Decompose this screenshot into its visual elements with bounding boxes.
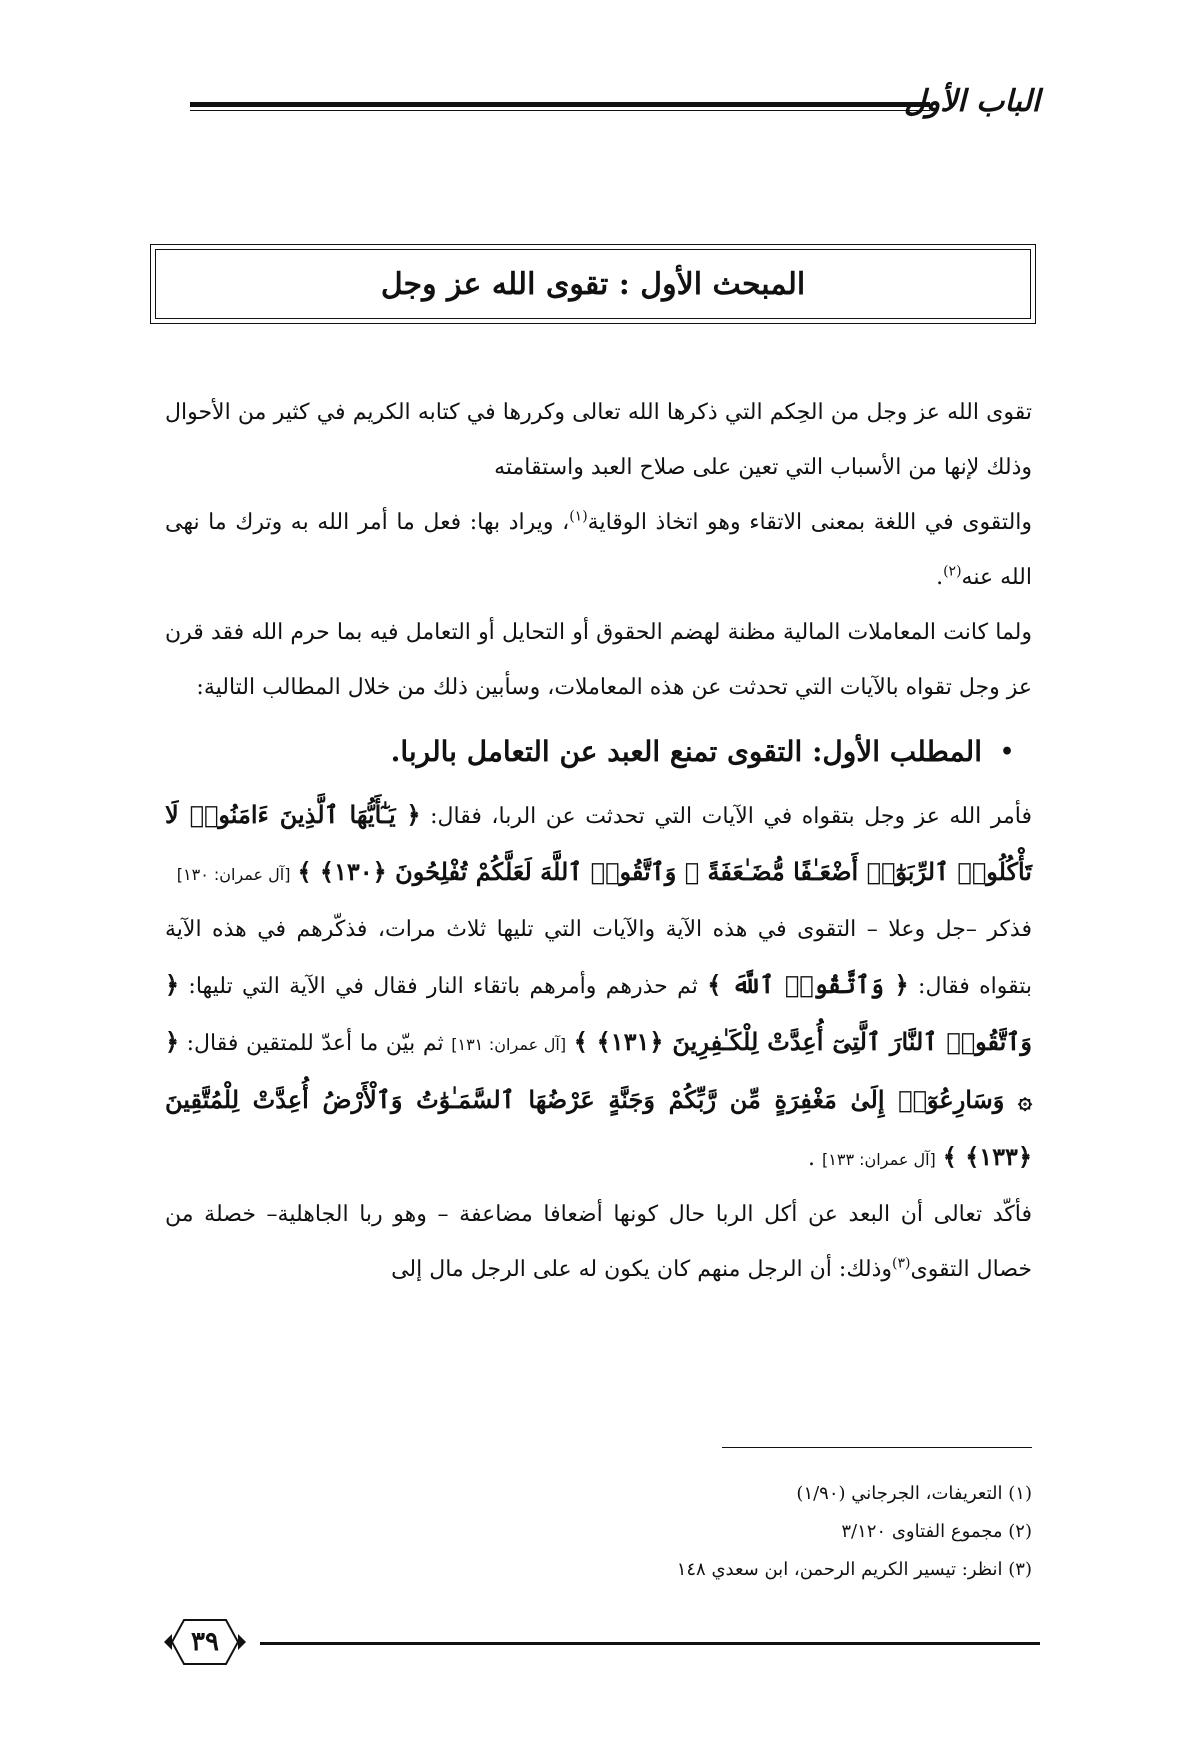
header-rule-thick bbox=[190, 102, 930, 107]
definition-text-b: ، ويراد بها: فعل ما أمر الله به وترك ما نهى الله عنه bbox=[165, 510, 1032, 590]
footnote-text: مجموع الفتاوى ٣/١٢٠ bbox=[841, 1521, 1003, 1542]
chapter-title: الباب الأول bbox=[903, 84, 1040, 119]
page-number-badge bbox=[160, 1612, 250, 1672]
definition-text-a: والتقوى في اللغة بمعنى الاتقاء وهو اتخاذ الوقاية bbox=[587, 510, 1033, 535]
verse-ref-133: [آل عمران: ١٣٣] bbox=[822, 1150, 936, 1169]
paragraph-transactions: ولما كانت المعاملات المالية مظنة لهضم الحقوق أو التحايل أو التعامل فيه بما حرم الله فقد قرن عز وجل تقواه بالآيات التي تحدثت عن هذه المعاملات، وسأبين ذلك من خلال المطالب التالية: bbox=[165, 620, 1032, 700]
footnote-number: (٢) bbox=[1008, 1521, 1032, 1542]
definition-text-c: . bbox=[936, 565, 944, 590]
quran-verse-131: ﴿ وَٱتَّقُوا۟ ٱلنَّارَ ٱلَّتِىٓ أُعِدَّتْ لِلْكَـٰفِرِينَ ﴿١٣١﴾ ﴾ bbox=[165, 970, 1033, 1056]
subsection-heading bbox=[165, 721, 1032, 783]
verse-ref-131: [آل عمران: ١٣١] bbox=[451, 1035, 567, 1054]
subsection-heading-text: المطلب الأول: التقوى تمنع العبد عن التعامل بالربا. bbox=[390, 735, 982, 768]
footnote-ref-3[interactable]: (٣) bbox=[892, 1255, 911, 1272]
footnote-text: انظر: تيسير الكريم الرحمن، ابن سعدي ١٤٨ bbox=[676, 1559, 1003, 1580]
bullet-icon: • bbox=[999, 739, 1014, 765]
footnote-number: (١) bbox=[1008, 1483, 1032, 1504]
footnote-ref-1[interactable]: (١) bbox=[569, 508, 588, 525]
footer-rule bbox=[260, 1642, 1040, 1645]
footnote-separator bbox=[722, 1447, 1032, 1448]
verse-end-mark: . bbox=[808, 1146, 816, 1171]
footnotes bbox=[332, 1475, 1032, 1589]
running-header bbox=[190, 82, 1040, 122]
footnote-2 bbox=[332, 1513, 1032, 1551]
page-number: ٣٩ bbox=[191, 1627, 219, 1657]
section-title-box bbox=[150, 244, 1036, 324]
conclusion-text-b: وذلك: أن الرجل منهم كان يكون له على الرجل مال إلى bbox=[391, 1257, 892, 1282]
verse-ref-130: [آل عمران: ١٣٠] bbox=[176, 865, 291, 884]
section-title: المبحث الأول : تقوى الله عز وجل bbox=[155, 249, 1031, 319]
paragraph-definition bbox=[165, 495, 1032, 605]
verse-intro: فأمر الله عز وجل بتقواه في الآيات التي تحدثت عن الربا، فقال: bbox=[430, 804, 1032, 829]
paragraph-intro: تقوى الله عز وجل من الحِكم التي ذكرها الله تعالى وكررها في كتابه الكريم في كثير من الأحوال وذلك لإنها من الأسباب التي تعين على صلاح العبد واستقامته bbox=[165, 400, 1032, 480]
header-rule-thin bbox=[190, 110, 930, 111]
explain-text-b: ثم حذرهم وأمرهم باتقاء النار فقال في الآية التي تليها: bbox=[188, 974, 698, 999]
paragraph-conclusion bbox=[165, 1187, 1032, 1297]
footnote-ref-2[interactable]: (٢) bbox=[943, 563, 962, 580]
explain-text-c: ثم بيّن ما أعدّ للمتقين فقال: bbox=[186, 1031, 444, 1056]
quran-verse-130: ﴿ يَـٰٓأَيُّهَا ٱلَّذِينَ ءَامَنُوا۟ لَا تَأْكُلُوا۟ ٱلرِّبَوٰٓا۟ أَضْعَـٰفًا مُّضَـٰعَفَةً ۖ وَٱتَّقُوا۟ ٱللَّهَ لَعَلَّكُمْ تُفْلِحُونَ ﴿١٣٠﴾ ﴾ bbox=[165, 800, 1032, 886]
paragraph-verse-1 bbox=[165, 787, 1032, 902]
footnote-1 bbox=[332, 1475, 1032, 1513]
footnote-3 bbox=[332, 1551, 1032, 1589]
footnote-number: (٣) bbox=[1008, 1559, 1032, 1580]
quran-verse-133: ﴿ ۞ وَسَارِعُوٓا۟ إِلَىٰ مَغْفِرَةٍ مِّن رَّبِّكُمْ وَجَنَّةٍ عَرْضُهَا ٱلسَّمَـٰوَٰتُ وَٱلْأَرْضُ أُعِدَّتْ لِلْمُتَّقِينَ ﴿١٣٣﴾ ﴾ bbox=[165, 1027, 1032, 1171]
footnote-text: التعريفات، الجرجاني (١/٩٠) bbox=[796, 1483, 1003, 1504]
paragraph-verses-explained bbox=[165, 902, 1032, 1187]
explain-text-a: فذكر –جل وعلا – التقوى في هذه الآية والآيات التي تليها ثلاث مرات، فذكّرهم في هذه الآية بتقواه فقال: bbox=[165, 917, 1033, 999]
body-text bbox=[165, 385, 1032, 1297]
quran-phrase-ittaqu: ﴿ وَٱتَّقُوا۟ ٱللَّهَ ﴾ bbox=[707, 970, 909, 999]
conclusion-text-a: فأكّد تعالى أن البعد عن أكل الربا حال كونها أضعافا مضاعفة – وهو ربا الجاهلية– خصلة من خصال التقوى bbox=[165, 1202, 1032, 1282]
